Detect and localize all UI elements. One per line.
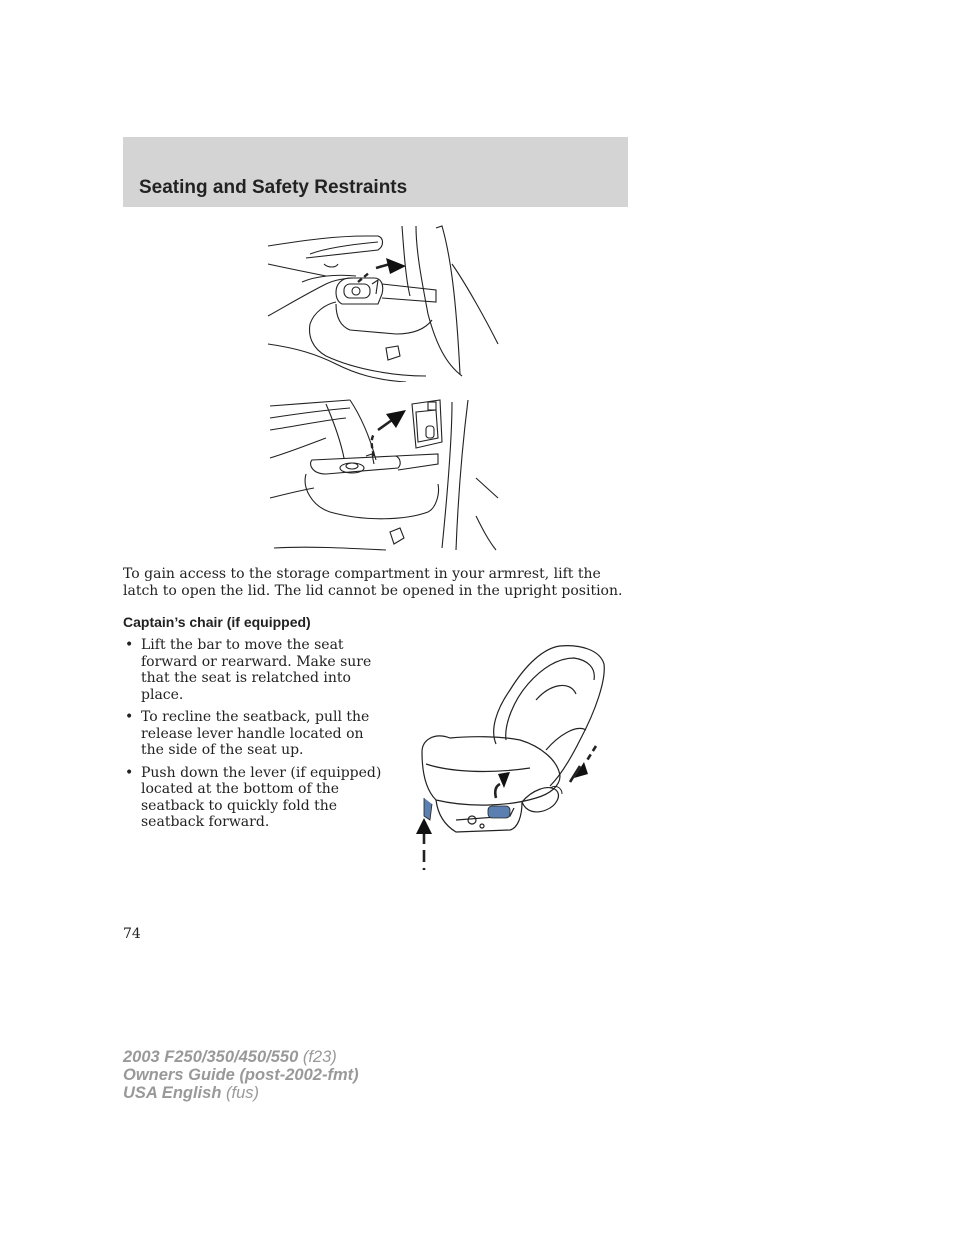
list-item-text: Push down the lever (if equipped) located at the bottom of the seatback to quickly fold the seatback forward. (141, 764, 382, 830)
footer-model: 2003 F250/350/450/550 (123, 1048, 299, 1066)
document-footer (123, 1048, 359, 1102)
list-item (123, 709, 385, 759)
armrest-paragraph: To gain access to the storage compartment in your armrest, lift the latch to open the lid. The lid cannot be opened in the upright position. (123, 566, 623, 599)
captains-chair-illustration (410, 640, 610, 872)
list-item-text: To recline the seatback, pull the release lever handle located on the side of the seat up. (141, 709, 370, 758)
instruction-list (123, 637, 385, 837)
footer-language: USA English (123, 1084, 222, 1102)
footer-guide-title: Owners Guide (post-2002-fmt) (123, 1066, 359, 1084)
list-item (123, 637, 385, 703)
captains-chair-subheading: Captain’s chair (if equipped) (123, 614, 311, 630)
footer-model-code: (f23) (298, 1048, 337, 1066)
footer-line-2 (123, 1066, 359, 1084)
armrest-open-illustration (266, 398, 506, 556)
footer-language-code: (fus) (221, 1084, 259, 1102)
list-item-text: Lift the bar to move the seat forward or rearward. Make sure that the seat is relatched into place. (141, 637, 372, 703)
section-title: Seating and Safety Restraints (139, 177, 408, 198)
armrest-closed-illustration (266, 224, 506, 382)
section-header-band (123, 137, 628, 207)
footer-line-1 (123, 1048, 359, 1066)
page-number: 74 (123, 926, 141, 942)
footer-line-3 (123, 1084, 359, 1102)
bullet-glyph: • (125, 709, 134, 725)
bullet-glyph: • (125, 764, 134, 781)
bullet-glyph: • (125, 637, 134, 653)
list-item (123, 765, 385, 831)
